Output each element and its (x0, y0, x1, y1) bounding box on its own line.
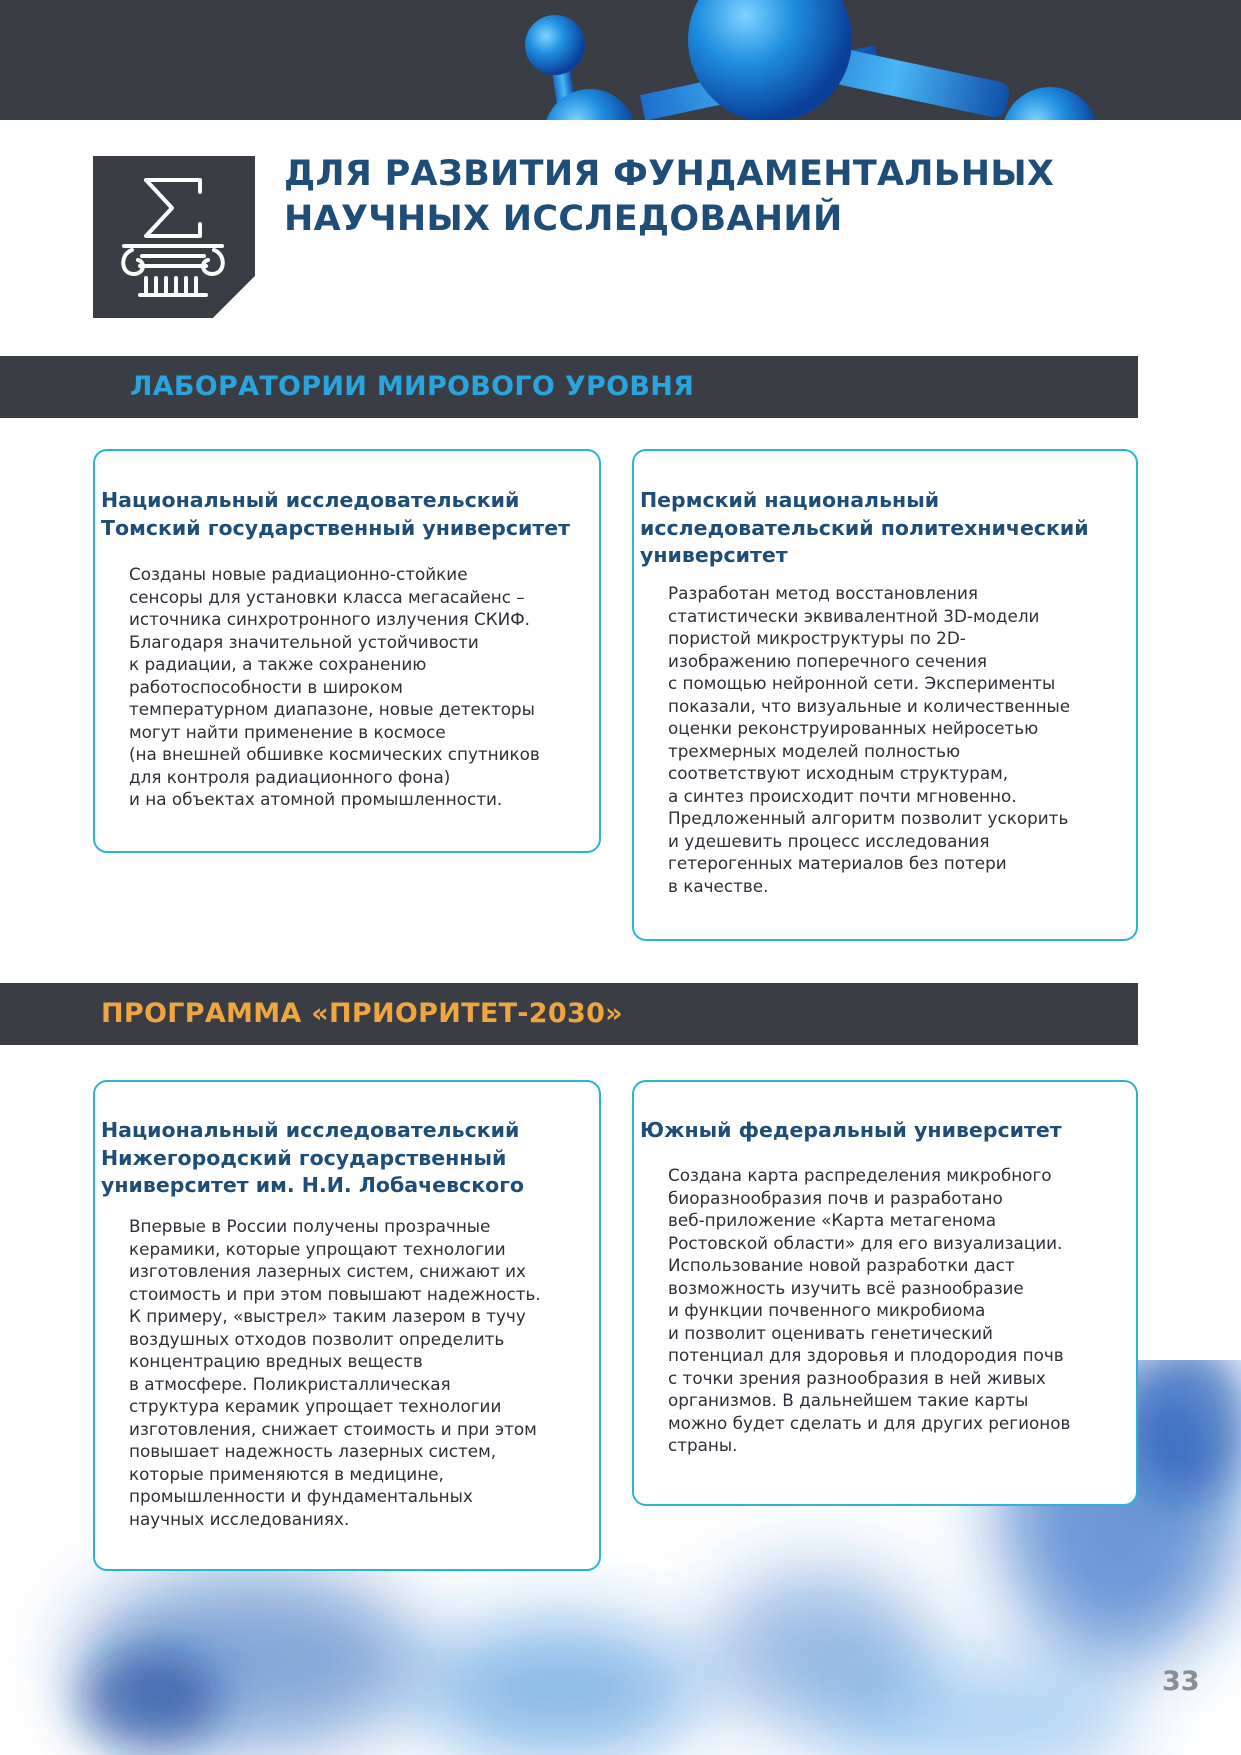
body-line: и на объектах атомной промышленности. (129, 789, 503, 809)
body-line: и функции почвенного микробиома (668, 1300, 986, 1320)
card-perm-polytechnic (632, 449, 1138, 941)
body-line: страны. (668, 1435, 738, 1455)
body-line: в атмосфере. Поликристаллическая (129, 1373, 451, 1394)
body-line: концентрацию вредных веществ (129, 1351, 423, 1371)
body-line: работоспособности в широком (129, 676, 403, 697)
body-line: изготовления, снижает стоимость и при этом (129, 1418, 537, 1439)
body-line: оценки реконструированных нейросетью (668, 718, 1039, 738)
body-line: с помощью нейронной сети. Эксперименты (668, 673, 1056, 693)
card-title-line: Южный федеральный университет (640, 1118, 1062, 1142)
card-title-line: Национальный исследовательский (101, 1118, 520, 1142)
body-line: к радиации, а также сохранению (129, 654, 427, 674)
body-line: гетерогенных материалов без потери (668, 853, 1007, 873)
section-label: ЛАБОРАТОРИИ МИРОВОГО УРОВНЯ (130, 371, 695, 402)
page-title-line: ДЛЯ РАЗВИТИЯ ФУНДАМЕНТАЛЬНЫХ (284, 154, 1055, 194)
card-tomsk-university (93, 449, 601, 853)
body-line: повышает надежность лазерных систем, (129, 1441, 497, 1461)
card-body (129, 563, 589, 811)
body-line: Предложенный алгоритм позволит ускорить (668, 808, 1069, 828)
body-line: воздушных отходов позволит определить (129, 1328, 505, 1349)
card-title-line: исследовательский политехнический (640, 515, 1089, 540)
body-line: изготовления лазерных систем, снижают их (129, 1261, 526, 1281)
body-line: организмов. В дальнейшем такие карты (668, 1390, 1029, 1410)
body-line: трехмерных моделей полностью (668, 740, 961, 761)
section-header-world-class-labs (0, 356, 1138, 418)
page-title (284, 152, 1184, 242)
body-line: научных исследованиях. (129, 1508, 350, 1529)
body-line: структура керамик упрощает технологии (129, 1396, 502, 1416)
body-line: температурном диапазоне, новые детекторы (129, 699, 535, 719)
card-body (668, 582, 1126, 897)
body-line: Впервые в России получены прозрачные (129, 1216, 491, 1236)
body-line: изображению поперечного сечения (668, 650, 988, 671)
body-line: веб-приложение «Карта метагенома (668, 1210, 996, 1230)
section-header-priority-2030 (0, 983, 1138, 1045)
body-line: соответствуют исходным структурам, (668, 763, 1009, 783)
card-body (129, 1215, 589, 1530)
body-line: потенциал для здоровья и плодородия почв (668, 1345, 1064, 1365)
body-line: биоразнообразия почв и разработано (668, 1187, 1003, 1208)
title-icon-box (93, 156, 255, 318)
card-title (101, 487, 593, 542)
body-line: которые применяются в медицине, (129, 1463, 444, 1484)
body-line: Использование новой разработки даст (668, 1255, 1015, 1275)
body-line: можно будет сделать и для других регионов (668, 1412, 1071, 1433)
molecule-illustration (0, 0, 1241, 120)
body-line: промышленности и фундаментальных (129, 1486, 473, 1506)
body-line: возможность изучить всё разнообразие (668, 1277, 1024, 1298)
body-line: пористой микроструктуры по 2D- (668, 628, 966, 648)
card-title-line: университет им. Н.И. Лобачевского (101, 1173, 524, 1197)
body-line: а синтез происходит почти мгновенно. (668, 785, 1017, 806)
body-line: статистически эквивалентной 3D-модели (668, 605, 1040, 626)
body-line: источника синхротронного излучения СКИФ. (129, 609, 530, 629)
body-line: Ростовской области» для его визуализации. (668, 1232, 1063, 1253)
body-line: К примеру, «выстрел» таким лазером в тучу (129, 1306, 526, 1326)
card-title-line: Томский государственный университет (101, 515, 571, 540)
body-line: Создана карта распределения микробного (668, 1165, 1052, 1185)
body-line: для контроля радиационного фона) (129, 766, 451, 787)
page-number: 33 (1162, 1666, 1200, 1697)
card-title-line: Национальный исследовательский (101, 488, 520, 512)
body-line: Благодаря значительной устойчивости (129, 631, 479, 652)
page-title-line: НАУЧНЫХ ИССЛЕДОВАНИЙ (284, 199, 843, 239)
sigma-column-icon (118, 174, 228, 299)
body-line: показали, что визуальные и количественные (668, 695, 1071, 716)
card-title-line: Пермский национальный (640, 488, 940, 512)
card-title (640, 1117, 1130, 1145)
card-title-line: Нижегородский государственный (101, 1145, 507, 1170)
body-line: с точки зрения разнообразия в ней живых (668, 1367, 1046, 1388)
card-title (640, 487, 1130, 570)
body-line: керамики, которые упрощают технологии (129, 1238, 506, 1259)
card-body (668, 1164, 1126, 1457)
body-line: могут найти применение в космосе (129, 721, 446, 742)
body-line: стоимость и при этом повышают надежность. (129, 1283, 541, 1304)
section-label: ПРОГРАММА «ПРИОРИТЕТ-2030» (101, 998, 623, 1029)
body-line: (на внешней обшивке космических спутников (129, 744, 540, 764)
body-line: Разработан метод восстановления (668, 583, 979, 603)
card-nizhny-novgorod-university (93, 1080, 601, 1571)
top-header-band (0, 0, 1241, 120)
card-title (101, 1117, 593, 1200)
body-line: и позволит оценивать генетический (668, 1322, 993, 1343)
body-line: и удешевить процесс исследования (668, 830, 990, 851)
body-line: в качестве. (668, 875, 769, 896)
body-line: сенсоры для установки класса мегасайенс – (129, 586, 525, 607)
card-title-line: университет (640, 543, 788, 567)
card-southern-federal-university (632, 1080, 1138, 1506)
body-line: Созданы новые радиационно-стойкие (129, 564, 468, 584)
